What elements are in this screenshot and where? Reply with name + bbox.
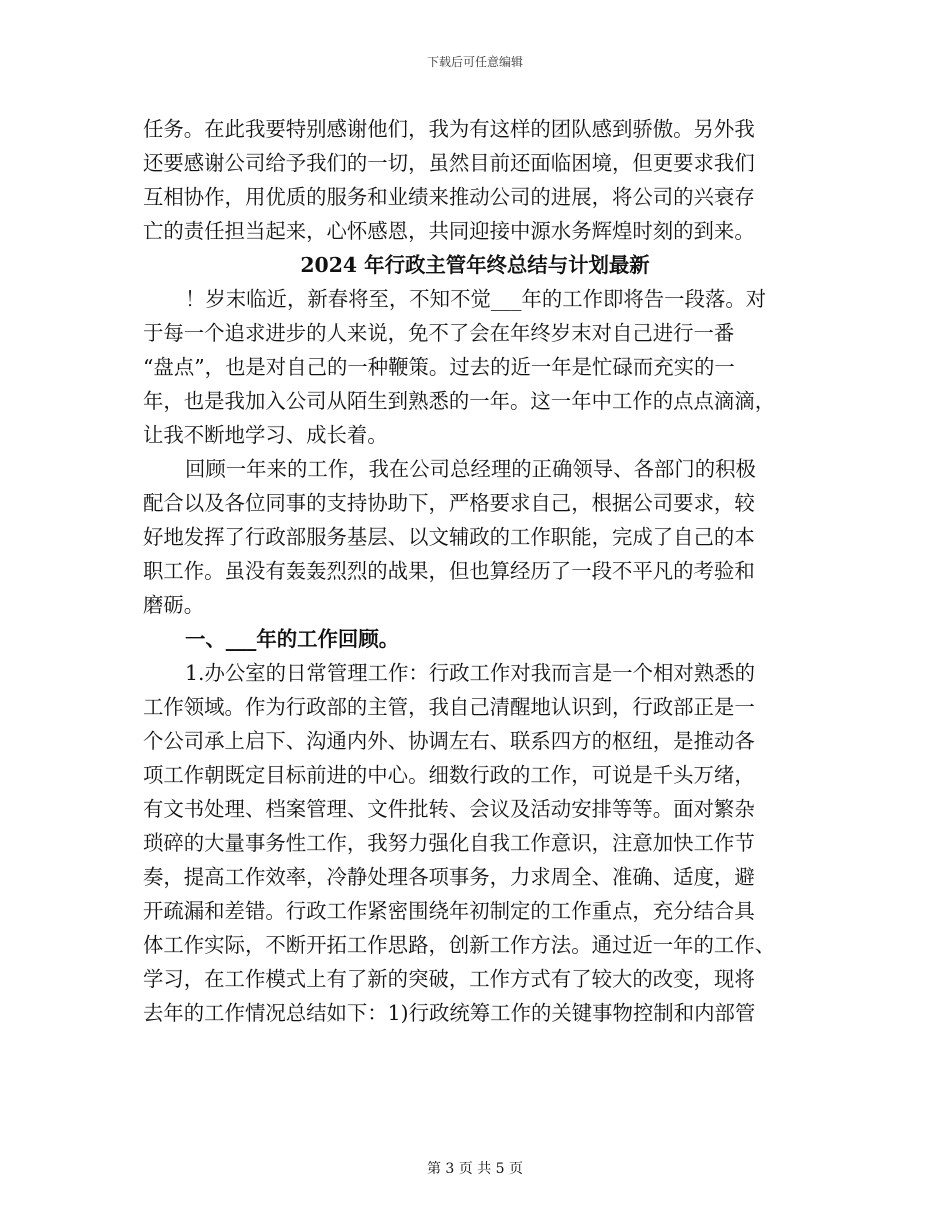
paragraph-line: 去年的工作情况总结如下：1)行政统筹工作的关键事物控制和内部管: [143, 1001, 756, 1025]
paragraph-line: 磨砺。: [143, 593, 205, 617]
document-body: [143, 112, 807, 1030]
paragraph-line: 还要感谢公司给予我们的一切，虽然目前还面临困境，但更要求我们: [143, 151, 755, 175]
paragraph-line: 于每一个追求进步的人来说，免不了会在年终岁末对自己进行一番: [143, 321, 735, 345]
page-footer: 第 3 页 共 5 页: [426, 1161, 524, 1177]
page-header: 下载后可任意编辑: [426, 55, 523, 69]
paragraph-line: 让我不断地学习、成长着。: [143, 423, 388, 447]
paragraph-line: 回顾一年来的工作，我在公司总经理的正确领导、各部门的积极: [185, 457, 756, 481]
paragraph-line: 学习，在工作模式上有了新的突破，工作方式有了较大的改变，现将: [143, 967, 755, 991]
paragraph-line: 职工作。虽没有轰轰烈烈的战果，但也算经历了一段不平凡的考验和: [143, 559, 755, 583]
paragraph-line: 开疏漏和差错。行政工作紧密围绕年初制定的工作重点，充分结合具: [143, 899, 755, 923]
paragraph-line: 有文书处理、档案管理、文件批转、会议及活动安排等等。面对繁杂: [143, 797, 755, 821]
paragraph-line: 年，也是我加入公司从陌生到熟悉的一年。这一年中工作的点点滴滴，: [143, 389, 776, 413]
paragraph-line: 个公司承上启下、沟通内外、协调左右、联系四方的枢纽，是推动各: [143, 729, 755, 753]
paragraph-line: 项工作朝既定目标前进的中心。细数行政的工作，可说是千头万绪，: [143, 763, 755, 787]
paragraph-line: 1.办公室的日常管理工作：行政工作对我而言是一个相对熟悉的: [185, 661, 755, 685]
paragraph-line: 任务。在此我要特别感谢他们，我为有这样的团队感到骄傲。另外我: [143, 117, 755, 141]
paragraph-line: “盘点”，也是对自己的一种鞭策。过去的近一年是忙碌而充实的一: [143, 355, 735, 379]
section-heading: 一、___年的工作回顾。: [185, 627, 400, 651]
paragraph-line: 体工作实际，不断开拓工作思路，创新工作方法。通过近一年的工作、: [143, 933, 776, 957]
section-title: 2024 年行政主管年终总结与计划最新: [300, 253, 650, 277]
paragraph-line: 工作领域。作为行政部的主管，我自己清醒地认识到，行政部正是一: [143, 695, 755, 719]
paragraph-line: 好地发挥了行政部服务基层、以文辅政的工作职能，完成了自己的本: [143, 525, 755, 549]
paragraph-line: 亡的责任担当起来，心怀感恩，共同迎接中源水务辉煌时刻的到来。: [143, 219, 755, 243]
paragraph-line: 琐碎的大量事务性工作，我努力强化自我工作意识，注意加快工作节: [143, 831, 755, 855]
paragraph-line: ！岁末临近，新春将至，不知不觉___年的工作即将告一段落。对: [185, 287, 767, 311]
paragraph-line: 配合以及各位同事的支持协助下，严格要求自己，根据公司要求，较: [143, 491, 755, 515]
paragraph-line: 奏，提高工作效率，冷静处理各项事务，力求周全、准确、适度，避: [143, 865, 755, 889]
paragraph-line: 互相协作，用优质的服务和业绩来推动公司的进展，将公司的兴衰存: [143, 185, 755, 209]
